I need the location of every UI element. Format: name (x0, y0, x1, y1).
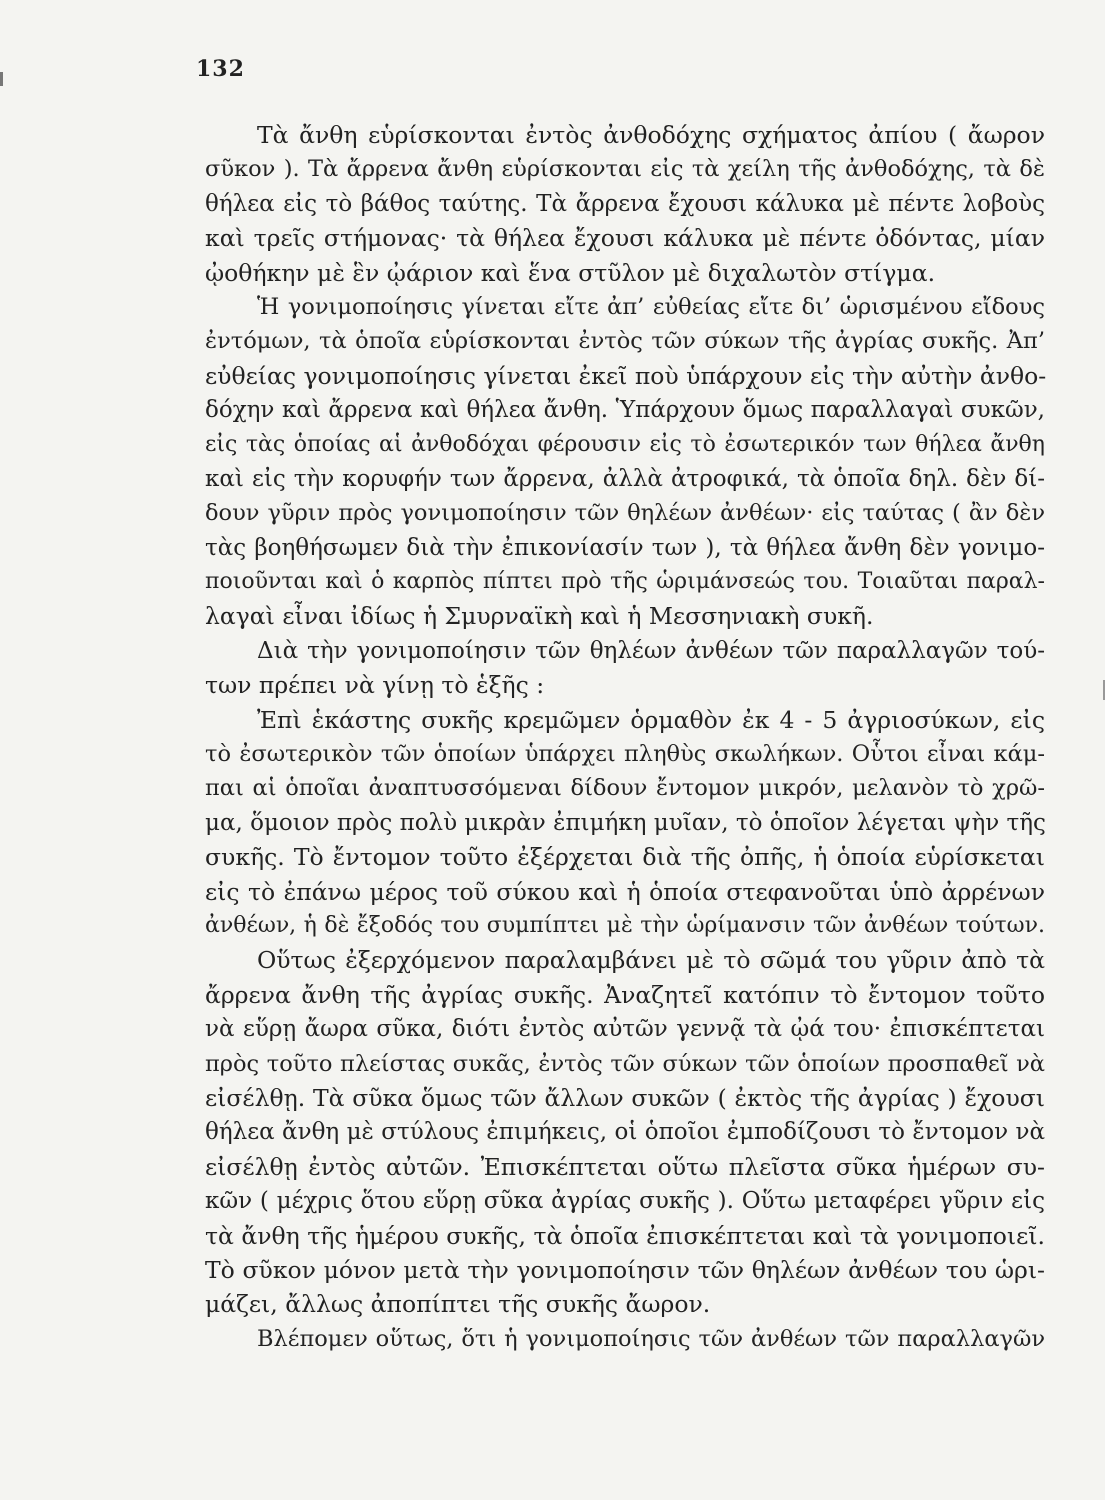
text-line: εἰς τὰς ὁποίας αἱ ἀνθοδόχαι φέρουσιν εἰς τὸ ἐσωτερικόν των θήλεα ἄνθη (205, 431, 1045, 457)
text-line: μα, ὅμοιον πρὸς πολὺ μικρὰν ἐπιμήκη μυῖαν, τὸ ὁποῖον λέγεται ψὴν τῆς (205, 809, 1046, 836)
text-line: πρὸς τοῦτο πλείστας συκᾶς, ἐντὸς τῶν σύκων τῶν ὁποίων προσπαθεῖ νὰ (205, 1050, 1045, 1077)
text-line: τὸ ἐσωτερικὸν τῶν ὁποίων ὑπάρχει πληθὺς σκωλήκων. Οὗτοι εἶναι κάμ- (205, 741, 1045, 768)
text-line: ποιοῦνται καὶ ὁ καρπὸς πίπτει πρὸ τῆς ὡριμάνσεώς του. Τοιαῦται παραλ- (205, 569, 1045, 595)
text-line: εὐθείας γονιμοποίησις γίνεται ἐκεῖ ποὺ ὑπάρχουν εἰς τὴν αὐτὴν ἀνθο- (205, 361, 1047, 390)
text-line: θήλεα εἰς τὸ βάθος ταύτης. Τὰ ἄρρενα ἔχουσι κάλυκα μὲ πέντε λοβοὺς (205, 190, 1045, 217)
text-line: Τὸ σῦκον μόνον μετὰ τὴν γονιμοποίησιν τῶν θηλέων ἀνθέων του ὡρι- (205, 1255, 1045, 1284)
scan-edge-mark (0, 72, 3, 86)
text-line: θήλεα ἄνθη μὲ στύλους ἐπιμήκεις, οἱ ὁποῖοι ἐμποδίζουσι τὸ ἔντομον νὰ (205, 1119, 1045, 1146)
text-line: δουν γῦριν πρὸς γονιμοποίησιν τῶν θηλέων ἀνθέων· εἰς ταύτας ( ἂν δὲν (205, 500, 1045, 527)
body-text (205, 118, 1045, 1356)
text-line: δόχην καὶ ἄρρενα καὶ θήλεα ἄνθη. Ὑπάρχουν ὅμως παραλλαγαὶ συκῶν, (205, 397, 1045, 424)
text-line: ἀνθέων, ἡ δὲ ἔξοδός του συμπίπτει μὲ τὴν ὡρίμανσιν τῶν ἀνθέων τούτων. (205, 912, 1045, 938)
text-line: εἰσέλθῃ. Τὰ σῦκα ὅμως τῶν ἄλλων συκῶν ( ἐκτὸς τῆς ἀγρίας ) ἔχουσι (205, 1083, 1045, 1112)
text-line: καὶ τρεῖς στήμονας· τὰ θήλεα ἔχουσι κάλυκα μὲ πέντε ὀδόντας, μίαν (205, 224, 1045, 253)
text-line: εἰσέλθῃ ἐντὸς αὐτῶν. Ἐπισκέπτεται οὕτω πλεῖστα σῦκα ἡμέρων συ- (205, 1152, 1045, 1181)
text-line: ᾠοθήκην μὲ ἓν ᾠάριον καὶ ἕνα στῦλον μὲ διχαλωτὸν στίγμα. (205, 258, 936, 287)
text-line: νὰ εὕρῃ ἄωρα σῦκα, διότι ἐντὸς αὐτῶν γεννᾷ τὰ ᾠά του· ἐπισκέπτεται (205, 1016, 1045, 1043)
text-line: κῶν ( μέχρις ὅτου εὕρῃ σῦκα ἀγρίας συκῆς ). Οὕτω μεταφέρει γῦριν εἰς (205, 1188, 1045, 1215)
text-line: Τὰ ἄνθη εὑρίσκονται ἐντὸς ἀνθοδόχης σχήματος ἀπίου ( ἄωρον (257, 121, 1045, 149)
text-line: Διὰ τὴν γονιμοποίησιν τῶν θηλέων ἀνθέων τῶν παραλλαγῶν τού- (257, 637, 1045, 664)
text-line: τὰς βοηθήσωμεν διὰ τὴν ἐπικονίασίν των ), τὰ θήλεα ἄνθη δὲν γονιμο- (205, 534, 1045, 561)
text-line: συκῆς. Τὸ ἔντομον τοῦτο ἐξέρχεται διὰ τῆς ὀπῆς, ἡ ὁποία εὑρίσκεται (205, 843, 1045, 872)
text-line: παι αἱ ὁποῖαι ἀναπτυσσόμεναι δίδουν ἔντομον μικρόν, μελανὸν τὸ χρῶ- (205, 775, 1045, 802)
text-line: σῦκον ). Τὰ ἄρρενα ἄνθη εὑρίσκονται εἰς τὰ χείλη τῆς ἀνθοδόχης, τὰ δὲ (205, 156, 1045, 183)
text-line: λαγαὶ εἶναι ἰδίως ἡ Σμυρναϊκὴ καὶ ἡ Μεσσηνιακὴ συκῆ. (205, 602, 874, 631)
text-line: ἄρρενα ἄνθη τῆς ἀγρίας συκῆς. Ἀναζητεῖ κατόπιν τὸ ἔντομον τοῦτο (205, 980, 1045, 1009)
text-line: Ἡ γονιμοποίησις γίνεται εἴτε ἀπ’ εὐθείας εἴτε δι’ ὡρισμένου εἴδους (257, 293, 1045, 320)
text-line: ἐντόμων, τὰ ὁποῖα εὑρίσκονται ἐντὸς τῶν σύκων τῆς ἀγρίας συκῆς. Ἀπ’ (205, 328, 1045, 355)
text-line: των πρέπει νὰ γίνῃ τὸ ἑξῆς : (205, 671, 545, 700)
page-number: 132 (196, 56, 245, 82)
text-line: τὰ ἄνθη τῆς ἡμέρου συκῆς, τὰ ὁποῖα ἐπισκέπτεται καὶ τὰ γονιμοποιεῖ. (205, 1221, 1045, 1250)
text-line: Ἐπὶ ἑκάστης συκῆς κρεμῶμεν ὁρμαθὸν ἐκ 4 - 5 ἀγριοσύκων, εἰς (257, 705, 1045, 734)
text-line: Οὕτως ἐξερχόμενον παραλαμβάνει μὲ τὸ σῶμά του γῦριν ἀπὸ τὰ (257, 946, 1045, 975)
text-line: εἰς τὸ ἐπάνω μέρος τοῦ σύκου καὶ ἡ ὁποία στεφανοῦται ὑπὸ ἀρρένων (205, 877, 1045, 906)
text-line: μάζει, ἄλλως ἀποπίπτει τῆς συκῆς ἄωρον. (205, 1290, 711, 1319)
text-line: καὶ εἰς τὴν κορυφήν των ἄρρενα, ἀλλὰ ἀτροφικά, τὰ ὁποῖα δηλ. δὲν δί- (205, 465, 1045, 492)
text-line: Βλέπομεν οὕτως, ὅτι ἡ γονιμοποίησις τῶν ἀνθέων τῶν παραλλαγῶν (257, 1325, 1045, 1352)
